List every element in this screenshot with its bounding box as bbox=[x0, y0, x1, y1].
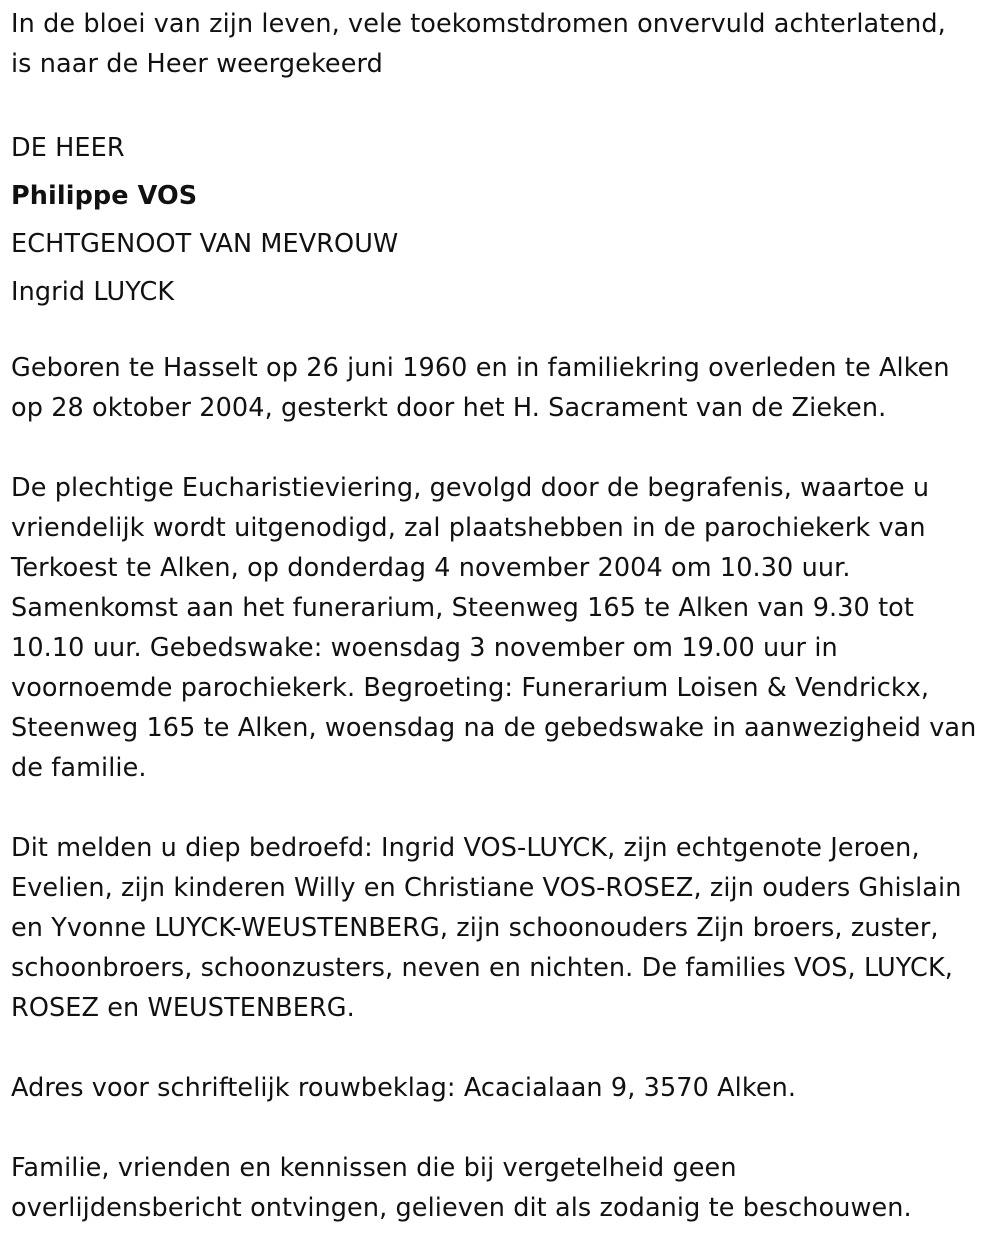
closing-line: overlijdensbericht ontvingen, gelieven dit als zodanig te beschouwen. bbox=[11, 1193, 912, 1223]
spacer bbox=[11, 1108, 992, 1148]
family-line: Evelien, zijn kinderen Willy en Christiane VOS-ROSEZ, zijn ouders Ghislain bbox=[11, 873, 962, 903]
spouse-name: Ingrid LUYCK bbox=[11, 277, 175, 307]
intro-line: is naar de Heer weergekeerd bbox=[11, 49, 383, 79]
family-line: en Yvonne LUYCK-WEUSTENBERG, zijn schoonouders Zijn broers, zuster, bbox=[11, 913, 939, 943]
address-paragraph bbox=[11, 1068, 992, 1108]
address-line: Adres voor schriftelijk rouwbeklag: Acacialaan 9, 3570 Alken. bbox=[11, 1073, 797, 1103]
honorific-title: DE HEER bbox=[11, 133, 125, 163]
birth-death-line: op 28 oktober 2004, gesterkt door het H. Sacrament van de Zieken. bbox=[11, 393, 887, 423]
deceased-name: Philippe VOS bbox=[11, 181, 198, 211]
family-paragraph bbox=[11, 828, 992, 1028]
spacer bbox=[11, 428, 992, 468]
spacer bbox=[11, 84, 992, 124]
ceremony-paragraph bbox=[11, 468, 992, 788]
intro-line: In de bloei van zijn leven, vele toekomstdromen onvervuld achterlatend, bbox=[11, 9, 946, 39]
ceremony-line: Samenkomst aan het funerarium, Steenweg 165 te Alken van 9.30 tot bbox=[11, 593, 914, 623]
family-line: ROSEZ en WEUSTENBERG. bbox=[11, 993, 355, 1023]
name-block bbox=[11, 124, 992, 316]
ceremony-line: voornoemde parochiekerk. Begroeting: Funerarium Loisen & Vendrickx, bbox=[11, 673, 930, 703]
ceremony-line: 10.10 uur. Gebedswake: woensdag 3 november om 19.00 uur in bbox=[11, 633, 838, 663]
closing-paragraph bbox=[11, 1148, 992, 1228]
closing-line: Familie, vrienden en kennissen die bij vergetelheid geen bbox=[11, 1153, 737, 1183]
ceremony-line: Terkoest te Alken, op donderdag 4 november 2004 om 10.30 uur. bbox=[11, 553, 851, 583]
ceremony-line: de familie. bbox=[11, 753, 147, 783]
family-line: schoonbroers, schoonzusters, neven en nichten. De families VOS, LUYCK, bbox=[11, 953, 953, 983]
spacer bbox=[11, 1028, 992, 1068]
spacer bbox=[11, 788, 992, 828]
ceremony-line: Steenweg 165 te Alken, woensdag na de gebedswake in aanwezigheid van bbox=[11, 713, 977, 743]
ceremony-line: De plechtige Eucharistieviering, gevolgd door de begrafenis, waartoe u bbox=[11, 473, 930, 503]
spacer bbox=[11, 316, 992, 348]
birth-death-line: Geboren te Hasselt op 26 juni 1960 en in familiekring overleden te Alken bbox=[11, 353, 950, 383]
family-line: Dit melden u diep bedroefd: Ingrid VOS-LUYCK, zijn echtgenote Jeroen, bbox=[11, 833, 920, 863]
spouse-label: ECHTGENOOT VAN MEVROUW bbox=[11, 229, 399, 259]
birth-death-paragraph bbox=[11, 348, 992, 428]
ceremony-line: vriendelijk wordt uitgenodigd, zal plaatshebben in de parochiekerk van bbox=[11, 513, 926, 543]
intro-paragraph bbox=[11, 4, 992, 84]
